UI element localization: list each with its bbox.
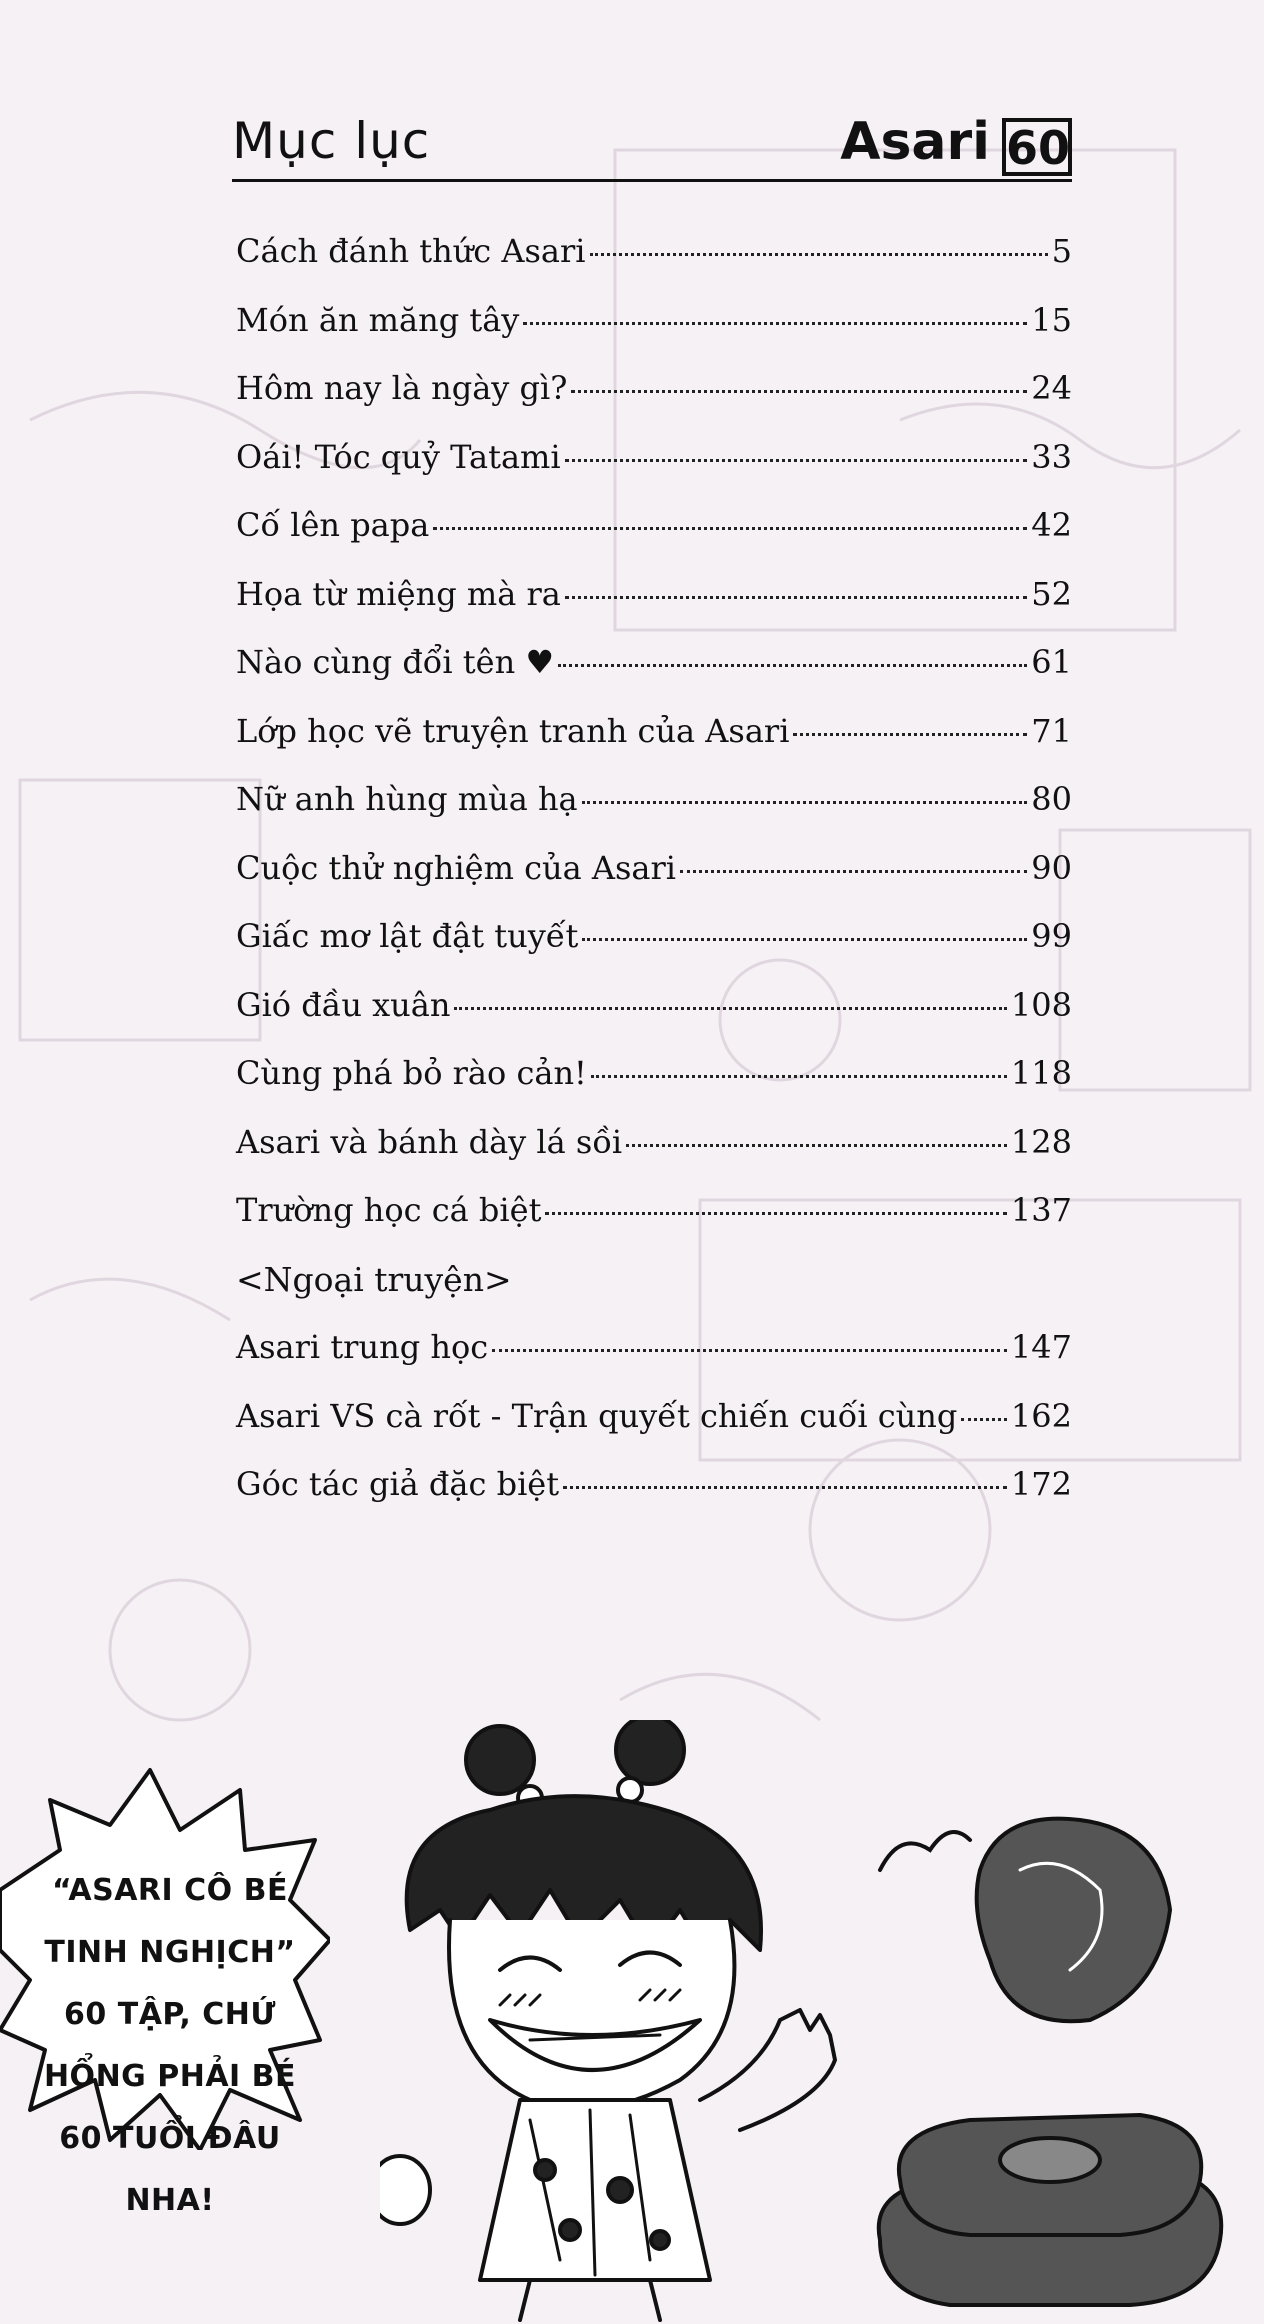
cushion-illustration <box>860 1790 1190 2030</box>
toc-entry[interactable] <box>236 643 1072 712</box>
toc-entry[interactable] <box>236 849 1072 918</box>
toc-entry-page: 52 <box>1031 574 1072 613</box>
toc-entry[interactable] <box>236 369 1072 438</box>
toc-entry-title: Giấc mơ lật đật tuyết <box>236 917 579 955</box>
toc-section-heading <box>236 1260 1072 1329</box>
dot-leader <box>565 596 1027 599</box>
toc-entry-title: Họa từ miệng mà ra <box>236 574 561 613</box>
toc-entry-title: Oái! Tóc quỷ Tatami <box>236 437 561 476</box>
toc-entry[interactable] <box>236 780 1072 849</box>
toc-heading: Mục lục <box>232 112 431 170</box>
toc-entry-page: 15 <box>1031 300 1072 339</box>
toc-entry-title: Asari và bánh dày lá sồi <box>236 1122 623 1161</box>
speech-bubble <box>0 1730 330 2218</box>
dot-leader <box>582 801 1028 804</box>
extra-stories-label: <Ngoại truyện> <box>236 1259 512 1299</box>
stacked-cushions-illustration <box>860 2070 1240 2310</box>
toc-entry-page: 71 <box>1031 711 1072 750</box>
dot-leader <box>793 733 1027 736</box>
toc-entry-title: Cố lên papa <box>236 506 430 544</box>
toc-entry-title: Nào cùng đổi tên ♥ <box>236 643 555 681</box>
toc-entry-page: 172 <box>1010 1465 1072 1503</box>
toc-entry-title: Asari VS cà rốt - Trận quyết chiến cuối cùng <box>236 1396 958 1435</box>
toc-entry-title: Cùng phá bỏ rào cản! <box>236 1054 587 1092</box>
toc-entry-title: Trường học cá biệt <box>236 1191 542 1229</box>
toc-entry[interactable] <box>236 506 1072 575</box>
toc-entry[interactable] <box>236 712 1072 781</box>
toc-entry-page: 24 <box>1031 369 1072 407</box>
toc-entry[interactable] <box>236 1123 1072 1192</box>
toc-entry-page: 80 <box>1031 780 1072 818</box>
dot-leader <box>454 1007 1006 1010</box>
toc-entry-page: 108 <box>1010 985 1072 1024</box>
toc-entry[interactable] <box>236 301 1072 370</box>
dot-leader <box>961 1418 1007 1421</box>
toc-entry[interactable] <box>236 1465 1072 1534</box>
toc-entry[interactable] <box>236 232 1072 301</box>
toc-entry-title: Lớp học vẽ truyện tranh của Asari <box>236 711 790 750</box>
page-header <box>232 108 1072 178</box>
toc-entry[interactable] <box>236 575 1072 644</box>
toc-entry-title: Cách đánh thức Asari <box>236 232 586 270</box>
toc-entry-page: 162 <box>1010 1396 1072 1435</box>
table-of-contents <box>236 232 1072 1534</box>
dot-leader <box>590 253 1048 256</box>
toc-entry-title: Hôm nay là ngày gì? <box>236 369 568 407</box>
speech-bubble-text: “ASARI CÔ BÉ TINH NGHỊCH” 60 TẬP, CHỨ HỔNG PHẢI BÉ 60 TUỔI ĐÂU NHA! <box>43 1873 297 2218</box>
series-title: Asari <box>840 112 990 172</box>
toc-entry[interactable] <box>236 986 1072 1055</box>
toc-entry[interactable] <box>236 1397 1072 1466</box>
toc-entry-title: Nữ anh hùng mùa hạ <box>236 780 578 818</box>
dot-leader <box>582 938 1027 941</box>
toc-entry-page: 61 <box>1031 643 1072 681</box>
toc-entry-title: Asari trung học <box>236 1328 489 1366</box>
toc-entry-title: Món ăn măng tây <box>236 300 520 339</box>
toc-entry-page: 137 <box>1010 1191 1072 1229</box>
toc-entry-page: 42 <box>1031 506 1072 544</box>
dot-leader <box>563 1486 1007 1489</box>
toc-entry-page: 99 <box>1031 917 1072 955</box>
asari-character-illustration <box>380 1720 860 2324</box>
dot-leader <box>680 870 1027 873</box>
dot-leader <box>571 390 1027 393</box>
toc-entry-page: 5 <box>1051 232 1072 270</box>
toc-entry[interactable] <box>236 1191 1072 1260</box>
toc-entry-page: 128 <box>1010 1122 1072 1161</box>
toc-entry-page: 90 <box>1031 848 1072 887</box>
toc-entry[interactable] <box>236 1328 1072 1397</box>
toc-entry-page: 147 <box>1010 1328 1072 1366</box>
dot-leader <box>492 1349 1007 1352</box>
dot-leader <box>626 1144 1007 1147</box>
toc-entry-title: Gió đầu xuân <box>236 985 451 1024</box>
dot-leader <box>545 1212 1006 1215</box>
toc-entry-title: Cuộc thử nghiệm của Asari <box>236 848 677 887</box>
dot-leader <box>433 527 1027 530</box>
toc-entry[interactable] <box>236 438 1072 507</box>
toc-entry[interactable] <box>236 1054 1072 1123</box>
toc-entry-page: 118 <box>1010 1054 1072 1092</box>
dot-leader <box>591 1075 1007 1078</box>
toc-entry-page: 33 <box>1031 437 1072 476</box>
header-rule <box>232 179 1072 182</box>
dot-leader <box>565 459 1028 462</box>
toc-entry-title: Góc tác giả đặc biệt <box>236 1465 560 1503</box>
toc-entry[interactable] <box>236 917 1072 986</box>
dot-leader <box>558 664 1027 667</box>
dot-leader <box>523 322 1027 325</box>
volume-number: 60 <box>1002 118 1072 176</box>
